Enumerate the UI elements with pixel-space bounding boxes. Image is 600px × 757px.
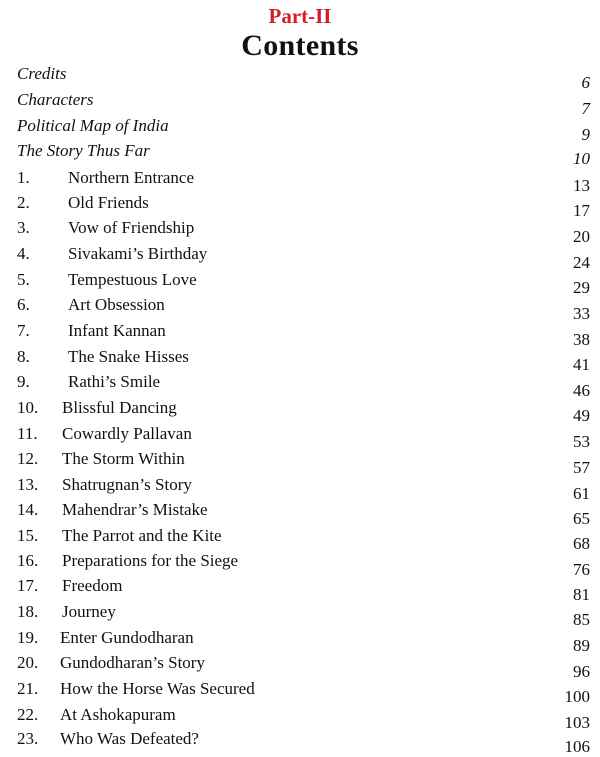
chapter-item xyxy=(0,449,600,475)
chapter-item xyxy=(0,168,600,194)
chapter-number: 22. xyxy=(17,705,39,724)
chapter-number: 21. xyxy=(17,679,39,698)
chapter-item xyxy=(0,193,600,219)
chapter-number: 2. xyxy=(17,193,30,212)
front-matter-item xyxy=(0,116,600,142)
chapter-item xyxy=(0,347,600,373)
chapter-page: 24 xyxy=(573,253,590,272)
chapter-number: 4. xyxy=(17,244,30,263)
chapter-item xyxy=(0,705,600,731)
chapter-page: 89 xyxy=(573,636,590,655)
chapter-number: 1. xyxy=(17,168,30,187)
chapter-number: 10. xyxy=(17,398,39,417)
chapter-number: 20. xyxy=(17,653,39,672)
chapter-page: 103 xyxy=(564,713,590,732)
chapter-number: 12. xyxy=(17,449,39,468)
chapter-item xyxy=(0,576,600,602)
chapter-item xyxy=(0,551,600,577)
chapter-number: 15. xyxy=(17,526,39,545)
chapter-number: 17. xyxy=(17,576,39,595)
chapter-item xyxy=(0,398,600,424)
chapter-page: 13 xyxy=(573,176,590,195)
chapter-title: The Snake Hisses xyxy=(68,347,189,366)
chapter-page: 100 xyxy=(564,687,590,706)
front-matter-item xyxy=(0,141,600,167)
chapter-item xyxy=(0,372,600,398)
chapter-title: How the Horse Was Secured xyxy=(60,679,255,698)
chapter-title: Infant Kannan xyxy=(68,321,166,340)
chapter-title: Shatrugnan’s Story xyxy=(62,475,192,494)
entry-title: Credits xyxy=(17,64,67,83)
chapter-title: Old Friends xyxy=(68,193,149,212)
chapter-item xyxy=(0,729,600,755)
chapter-page: 41 xyxy=(573,355,590,374)
chapter-number: 5. xyxy=(17,270,30,289)
front-matter-item xyxy=(0,90,600,116)
chapter-page: 81 xyxy=(573,585,590,604)
chapter-page: 17 xyxy=(573,201,590,220)
page-title: Contents xyxy=(241,29,359,62)
chapter-item xyxy=(0,526,600,552)
chapter-title: Preparations for the Siege xyxy=(62,551,239,570)
chapter-page: 106 xyxy=(564,737,590,756)
chapter-item xyxy=(0,602,600,628)
chapter-title: At Ashokapuram xyxy=(60,705,176,724)
chapter-number: 13. xyxy=(17,475,39,494)
chapter-title: Tempestuous Love xyxy=(68,270,197,289)
chapter-title: Mahendrar’s Mistake xyxy=(62,500,208,519)
chapter-page: 29 xyxy=(573,278,590,297)
chapter-page: 65 xyxy=(573,509,590,528)
chapter-item xyxy=(0,244,600,270)
chapter-title: Journey xyxy=(62,602,116,621)
chapter-item xyxy=(0,295,600,321)
chapter-title: Rathi’s Smile xyxy=(68,372,161,391)
chapter-page: 20 xyxy=(573,227,590,246)
chapter-page: 38 xyxy=(573,330,590,349)
entry-title: Characters xyxy=(17,90,94,109)
chapter-item xyxy=(0,424,600,450)
chapter-title: Cowardly Pallavan xyxy=(62,424,192,443)
entry-page: 6 xyxy=(581,73,590,92)
chapter-item xyxy=(0,500,600,526)
chapter-title: Blissful Dancing xyxy=(62,398,177,417)
chapter-page: 49 xyxy=(573,406,590,425)
chapter-number: 16. xyxy=(17,551,39,570)
chapter-number: 8. xyxy=(17,347,30,366)
chapter-title: Vow of Friendship xyxy=(68,218,195,237)
chapter-number: 9. xyxy=(17,372,30,391)
chapter-page: 85 xyxy=(573,610,590,629)
chapter-page: 76 xyxy=(573,560,590,579)
chapter-page: 33 xyxy=(573,304,590,323)
entry-page: 9 xyxy=(581,125,590,144)
chapter-page: 61 xyxy=(573,484,590,503)
chapter-number: 11. xyxy=(17,424,38,443)
chapter-number: 18. xyxy=(17,602,39,621)
chapter-number: 14. xyxy=(17,500,39,519)
chapter-item xyxy=(0,321,600,347)
chapter-number: 19. xyxy=(17,628,39,647)
chapter-title: Who Was Defeated? xyxy=(60,729,199,748)
chapter-page: 96 xyxy=(573,662,590,681)
entry-title: Political Map of India xyxy=(17,116,169,135)
chapter-number: 6. xyxy=(17,295,30,314)
chapter-item xyxy=(0,679,600,705)
chapter-title: Enter Gundodharan xyxy=(60,628,194,647)
chapter-title: The Parrot and the Kite xyxy=(62,526,222,545)
part-label: Part-II xyxy=(268,4,332,28)
chapter-title: Freedom xyxy=(62,576,123,595)
chapter-title: The Storm Within xyxy=(62,449,185,468)
chapter-item xyxy=(0,628,600,654)
chapter-item xyxy=(0,475,600,501)
entry-title: The Story Thus Far xyxy=(17,141,150,160)
chapter-number: 3. xyxy=(17,218,30,237)
chapter-item xyxy=(0,270,600,296)
front-matter-item xyxy=(0,64,600,90)
chapter-item xyxy=(0,218,600,244)
chapter-page: 68 xyxy=(573,534,590,553)
chapter-number: 7. xyxy=(17,321,30,340)
chapter-title: Northern Entrance xyxy=(68,168,195,187)
chapter-page: 53 xyxy=(573,432,590,451)
entry-page: 10 xyxy=(573,149,590,168)
chapter-page: 46 xyxy=(573,381,590,400)
entry-page: 7 xyxy=(581,99,590,118)
chapter-item xyxy=(0,653,600,679)
chapter-page: 57 xyxy=(573,458,590,477)
chapter-title: Art Obsession xyxy=(68,295,165,314)
chapter-title: Sivakami’s Birthday xyxy=(68,244,208,263)
chapter-number: 23. xyxy=(17,729,39,748)
chapter-title: Gundodharan’s Story xyxy=(60,653,205,672)
